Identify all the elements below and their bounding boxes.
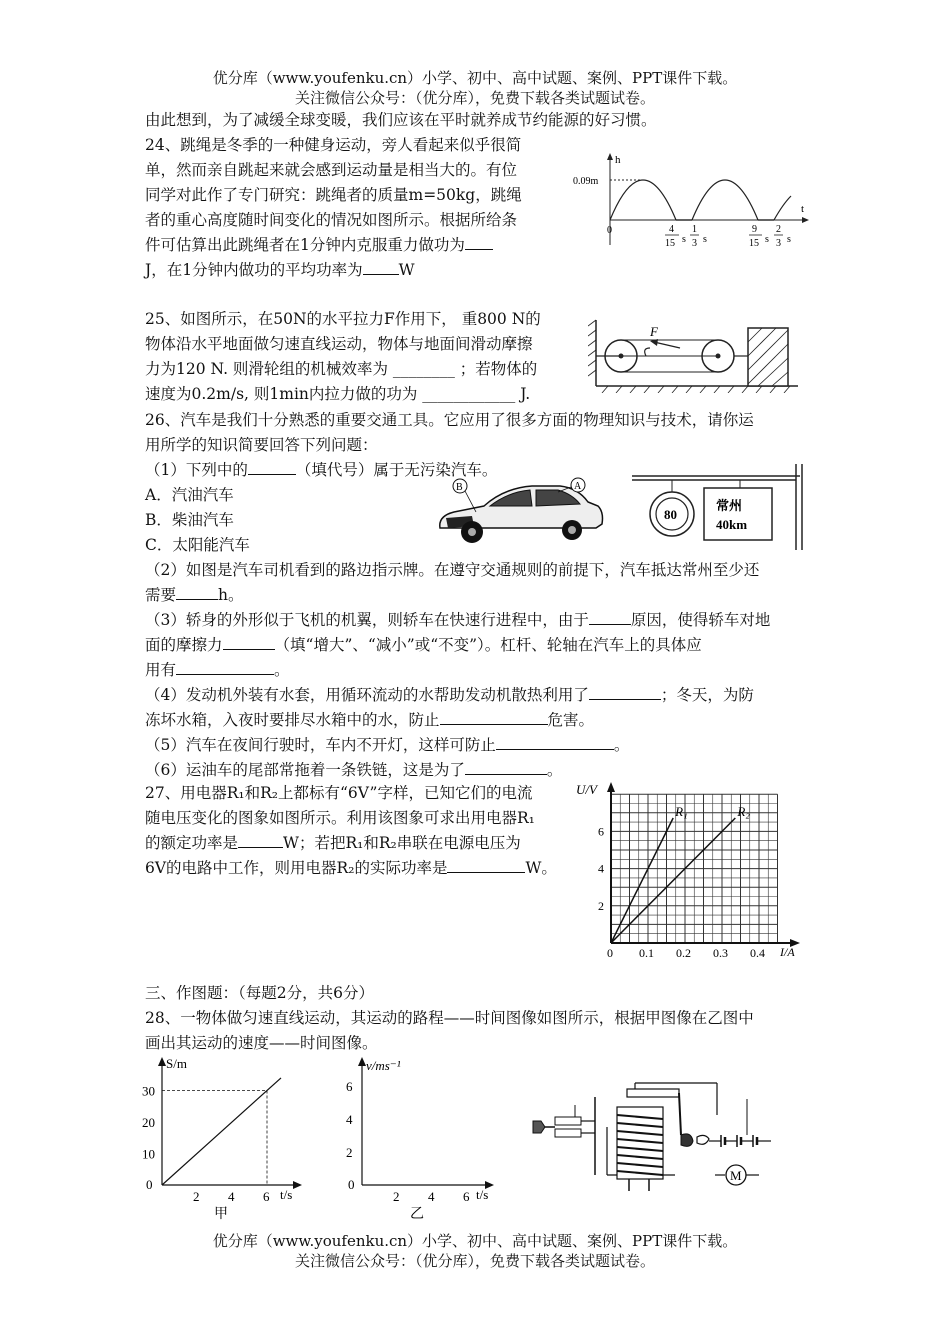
section-3-title: 三、作图题：（每题2分，共6分） — [145, 984, 374, 1002]
y-tick-label: 10 — [142, 1146, 155, 1162]
x-axis-label: t/s — [476, 1187, 489, 1202]
q26-intro-line1: 26、汽车是我们十分熟悉的重要交通工具。它应用了很多方面的物理知识与技术，请你运 — [145, 411, 754, 429]
answer-blank[interactable] — [363, 258, 399, 275]
q26-p3f: 。 — [274, 661, 290, 679]
tick-t4-den: 3 — [776, 238, 781, 249]
page-footer-line1: 优分库（www.youfenku.cn）小学、初中、高中试题、案例、PPT课件下载。 — [212, 1232, 738, 1250]
q24-line: 件可估算出此跳绳者在1分钟内克服重力做功为 — [145, 236, 465, 254]
y-tick-label: 4 — [598, 861, 604, 876]
y-tick-label: 4 — [346, 1112, 353, 1127]
question-27 — [145, 781, 585, 881]
page-footer-line2: 关注微信公众号：（优分库），免费下载各类试题试卷。 — [294, 1252, 655, 1270]
q24-line6b: W — [398, 261, 415, 279]
q26-p5a: （5）汽车在夜间行驶时，车内不开灯，这样可防止 — [145, 736, 496, 754]
option-a: A．汽油汽车 — [145, 486, 234, 504]
x-tick-label: 0.1 — [639, 946, 654, 960]
q26-p4b: ；冬天，为防 — [660, 686, 754, 704]
answer-blank[interactable] — [248, 458, 296, 475]
q24-line: 24、跳绳是冬季的一种健身运动，旁人看起来似乎很简 — [145, 136, 522, 154]
tick-t2-num: 1 — [692, 224, 697, 235]
answer-blank[interactable] — [176, 658, 274, 675]
answer-blank[interactable] — [447, 856, 525, 873]
x-tick-label: 0.4 — [750, 946, 765, 960]
iu-chart — [574, 778, 802, 978]
q26-p3a: （3）轿身的外形似于飞机的机翼，则轿车在快速行进程中，由于 — [145, 611, 589, 629]
origin-label: 0 — [607, 946, 613, 960]
tick-t3-den: 15 — [749, 238, 759, 249]
y-axis-label: v/ms⁻¹ — [366, 1058, 401, 1073]
answer-blank[interactable] — [496, 733, 614, 750]
y-tick-label: 2 — [598, 898, 604, 913]
option-c: C．太阳能汽车 — [145, 536, 250, 554]
x-tick-label: 0.2 — [676, 946, 691, 960]
q27-l3b: W；若把R₁和R₂串联在电源电压为 — [283, 834, 521, 852]
q24-line: 同学对此作了专门研究：跳绳者的质量m=50kg，跳绳 — [145, 186, 522, 204]
city-name: 常州 — [716, 498, 743, 513]
answer-blank[interactable] — [465, 233, 493, 250]
x-tick-label: 2 — [193, 1189, 200, 1204]
graph-yi — [330, 1055, 510, 1223]
q26-p2c: h。 — [218, 586, 244, 604]
tick-t1-den: 15 — [665, 238, 675, 249]
q26-p3e: 用有 — [145, 661, 177, 679]
electromagnet-circuit — [525, 1075, 793, 1195]
tick-t3-num: 9 — [752, 224, 757, 235]
y-tick-label: 2 — [346, 1145, 353, 1160]
tick-unit: s — [682, 234, 686, 245]
caption-yi: 乙 — [410, 1207, 424, 1222]
q27-line1: 27、用电器R₁和R₂上都标有“6V”字样，已知它们的电流 — [145, 784, 533, 802]
distance-time-line — [162, 1078, 281, 1185]
q26-p4d: 危害。 — [547, 711, 595, 729]
tick-unit: s — [765, 234, 769, 245]
q26-p2b: 需要 — [145, 586, 177, 604]
q26-p1a: （1）下列中的 — [145, 461, 248, 479]
answer-blank[interactable] — [589, 608, 631, 625]
q24-line: 者的重心高度随时间变化的情况如图所示。根据所给条 — [145, 211, 518, 229]
intro-line: 由此想到，为了减缓全球变暖，我们应该在平时就养成节约能源的好习惯。 — [145, 111, 657, 129]
q28-line1: 28、一物体做匀速直线运动，其运动的路程——时间图像如图所示，根据甲图像在乙图中 — [145, 1009, 754, 1027]
q25-line: 力为120 N. 则滑轮组的机械效率为 ________ ；若物体的 — [145, 360, 538, 378]
jump-curve — [692, 180, 758, 220]
jump-height-graph — [565, 150, 815, 255]
y-mark-label: 0.09m — [573, 176, 599, 187]
bell-icon — [697, 1135, 709, 1144]
x-tick-label: 0.3 — [713, 946, 728, 960]
caption-jia: 甲 — [214, 1207, 228, 1222]
car-label-b: B — [456, 482, 463, 493]
answer-blank[interactable] — [465, 758, 547, 775]
tick-t4-num: 2 — [776, 224, 781, 235]
x-tick-label: 6 — [263, 1189, 270, 1204]
q27-l3a: 的额定功率是 — [145, 834, 239, 852]
q28-line2: 画出其运动的速度——时间图像。 — [145, 1034, 378, 1052]
q26-p4c: 冻坏水箱，入夜时要排尽水箱中的水，防止 — [145, 711, 440, 729]
y-tick-label: 20 — [142, 1115, 155, 1130]
graph-jia — [130, 1055, 310, 1223]
answer-blank[interactable] — [238, 831, 283, 848]
origin-label: 0 — [607, 225, 612, 236]
force-label: F — [650, 324, 658, 339]
answer-blank[interactable] — [589, 683, 661, 700]
y-axis-label: S/m — [166, 1056, 187, 1071]
y-tick-label: 6 — [598, 824, 604, 839]
chart-grid — [611, 794, 778, 943]
x-tick-label: 6 — [463, 1189, 470, 1204]
distance-sign — [704, 488, 772, 540]
tick-t1-num: 4 — [669, 224, 674, 235]
motor-label: M — [730, 1168, 742, 1183]
origin-label: 0 — [146, 1177, 153, 1192]
armature — [627, 1089, 679, 1097]
q27-l4a: 6V的电路中工作，则用电器R₂的实际功率是 — [145, 859, 448, 877]
page-header-line1: 优分库（www.youfenku.cn）小学、初中、高中试题、案例、PPT课件下载。 — [212, 69, 738, 87]
answer-blank[interactable] — [176, 583, 218, 600]
answer-blank[interactable] — [223, 633, 275, 650]
tick-t2-den: 3 — [692, 238, 697, 249]
y-axis-label: h — [615, 154, 621, 166]
option-b: B．柴油汽车 — [145, 511, 234, 529]
question-24 — [145, 133, 575, 283]
car-label-a: A — [574, 481, 582, 492]
q24-line6a: J，在1分钟内做功的平均功率为 — [145, 261, 363, 279]
q26-p6b: 。 — [546, 761, 563, 779]
speed-limit-value: 80 — [664, 507, 677, 522]
q26-intro-line2: 用所学的知识简要回答下列问题： — [145, 436, 378, 454]
tick-unit: s — [703, 234, 707, 245]
series-r1-label: R₁ — [675, 804, 688, 820]
q26-p3b: 原因，使得轿车对地 — [630, 611, 771, 629]
jump-curve — [610, 180, 676, 220]
answer-blank[interactable] — [440, 708, 548, 725]
q27-line2: 随电压变化的图象如图所示。利用该图象可求出用电器R₁ — [145, 809, 535, 827]
q26-p2a: （2）如图是汽车司机看到的路边指示牌。在遵守交通规则的前提下，汽车抵达常州至少还 — [145, 561, 760, 579]
q26-p4a: （4）发动机外装有水套，用循环流动的水帮助发动机散热利用了 — [145, 686, 589, 704]
y-tick-label: 6 — [346, 1079, 353, 1094]
y-axis-label: U/V — [576, 782, 597, 797]
q26-p3d: （填“增大”、“减小”或“不变”）。杠杆、轮轴在汽车上的具体应 — [274, 636, 702, 654]
q27-l4b: W。 — [525, 859, 557, 877]
question-28 — [145, 1006, 810, 1056]
distance-value: 40km — [716, 517, 748, 532]
x-tick-label: 4 — [228, 1189, 235, 1204]
x-tick-label: 4 — [428, 1189, 435, 1204]
tick-unit: s — [787, 234, 791, 245]
q26-p3c: 面的摩擦力 — [145, 636, 223, 654]
x-tick-label: 2 — [393, 1189, 400, 1204]
car-illustration — [432, 476, 607, 551]
question-25 — [145, 307, 585, 407]
q26-p5b: 。 — [613, 736, 630, 754]
force-arrow — [654, 342, 680, 348]
q25-line: 25、如图所示，在50N的水平拉力F作用下， 重800 N的 — [145, 310, 541, 328]
x-axis-label: I/A — [780, 945, 795, 959]
origin-label: 0 — [348, 1177, 355, 1192]
page-header-line2: 关注微信公众号：（优分库），免费下载各类试题试卷。 — [294, 89, 655, 107]
q26-p1b: （填代号）属于无污染汽车。 — [295, 461, 498, 479]
q26-p6a: （6）运油车的尾部常拖着一条铁链，这是为了 — [145, 761, 465, 779]
q25-line: 物体沿水平地面做匀速直线运动，物体与地面间滑动摩擦 — [145, 335, 533, 353]
q25-line: 速度为0.2m/s, 则1min内拉力做的功为 ____________ J. — [145, 385, 531, 403]
x-axis-label: t — [801, 203, 805, 215]
q24-line: 单，然而亲自跳起来就会感到运动量是相当大的。有位 — [145, 161, 518, 179]
x-axis-label: t/s — [280, 1187, 293, 1202]
pulley-diagram — [588, 318, 803, 393]
y-tick-label: 30 — [142, 1083, 155, 1099]
road-sign — [632, 462, 810, 552]
series-r2-label: R₂ — [737, 804, 750, 820]
